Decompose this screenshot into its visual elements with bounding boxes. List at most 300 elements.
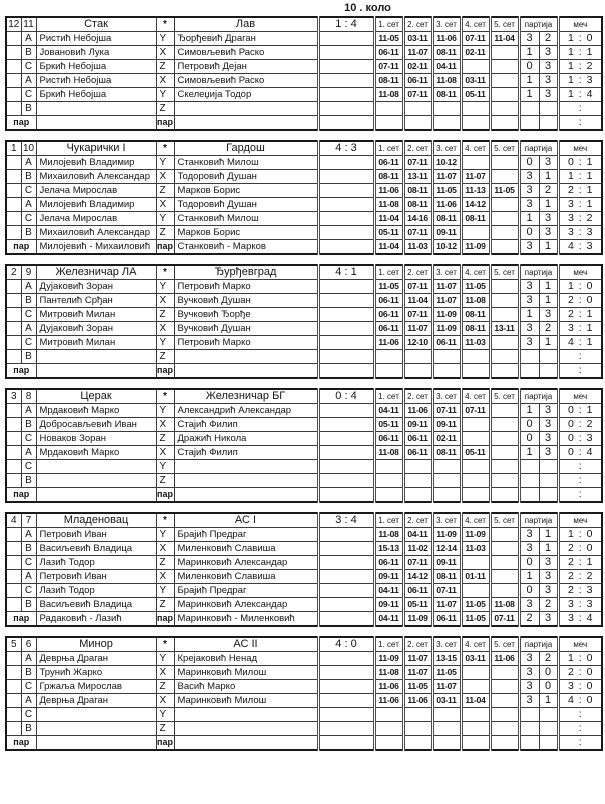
home-player-letter: A bbox=[21, 694, 36, 708]
running-match-score: : bbox=[558, 736, 602, 751]
running-match-score: 0 : 4 bbox=[558, 446, 602, 460]
set-score: 10-12 bbox=[432, 156, 461, 170]
home-player-name: Деврња Драган bbox=[36, 652, 156, 666]
games-won-away: 3 bbox=[539, 612, 558, 627]
home-player-name: Радаковић - Лазић bbox=[36, 612, 156, 627]
set-score bbox=[374, 736, 403, 751]
singles-row bbox=[6, 598, 602, 612]
away-player-name: Тодоровић Душан bbox=[174, 198, 318, 212]
away-player-name bbox=[174, 736, 318, 751]
spacer-cell bbox=[6, 542, 21, 556]
home-player-letter: B bbox=[21, 46, 36, 60]
set-score bbox=[403, 364, 432, 379]
set-score bbox=[490, 350, 519, 364]
games-won-home: 3 bbox=[519, 528, 539, 542]
set-column-header: 2. сет bbox=[403, 141, 432, 156]
games-won-home: 3 bbox=[519, 240, 539, 255]
home-player-name: Јелача Мирослав bbox=[36, 184, 156, 198]
score-spacer-cell bbox=[318, 432, 374, 446]
spacer-cell bbox=[6, 322, 21, 336]
games-won-away bbox=[539, 708, 558, 722]
set-score: 08-11 bbox=[403, 198, 432, 212]
score-spacer-cell bbox=[318, 280, 374, 294]
running-match-score: 3 : 0 bbox=[558, 680, 602, 694]
set-column-header: 2. сет bbox=[403, 17, 432, 32]
games-won-away: 3 bbox=[539, 404, 558, 418]
set-column-header: 4. сет bbox=[461, 637, 490, 652]
set-score bbox=[461, 432, 490, 446]
set-score bbox=[490, 460, 519, 474]
away-player-letter: X bbox=[156, 294, 174, 308]
home-player-letter: B bbox=[21, 102, 36, 116]
running-match-score: 2 : 0 bbox=[558, 542, 602, 556]
away-player-letter: Z bbox=[156, 680, 174, 694]
games-won-home: 3 bbox=[519, 542, 539, 556]
games-won-home: 1 bbox=[519, 212, 539, 226]
team-match-score: 1 : 4 bbox=[318, 17, 374, 32]
team-match-score: 3 : 4 bbox=[318, 513, 374, 528]
set-score bbox=[490, 170, 519, 184]
set-score bbox=[490, 404, 519, 418]
spacer-cell bbox=[6, 88, 21, 102]
away-player-name bbox=[174, 350, 318, 364]
away-player-letter: Z bbox=[156, 226, 174, 240]
running-match-score: 4 : 1 bbox=[558, 336, 602, 350]
score-spacer-cell bbox=[318, 184, 374, 198]
away-player-name: Стајић Филип bbox=[174, 418, 318, 432]
spacer-cell bbox=[6, 212, 21, 226]
set-score: 06-11 bbox=[374, 432, 403, 446]
games-won-home bbox=[519, 708, 539, 722]
star-separator: * bbox=[156, 17, 174, 32]
score-spacer-cell bbox=[318, 404, 374, 418]
page-title: 10 . коло bbox=[344, 2, 391, 14]
doubles-label: пар bbox=[6, 736, 36, 751]
doubles-label: пар bbox=[6, 612, 36, 627]
home-player-letter: C bbox=[21, 708, 36, 722]
set-score bbox=[432, 722, 461, 736]
games-won-home bbox=[519, 736, 539, 751]
away-player-name: Вучковић Душан bbox=[174, 322, 318, 336]
score-spacer-cell bbox=[318, 694, 374, 708]
set-score: 11-08 bbox=[374, 446, 403, 460]
spacer-cell bbox=[6, 350, 21, 364]
games-won-home: 0 bbox=[519, 226, 539, 240]
spacer-cell bbox=[6, 722, 21, 736]
running-match-score: : bbox=[558, 488, 602, 503]
set-score: 11-09 bbox=[403, 612, 432, 627]
away-player-name: Маринковић Милош bbox=[174, 666, 318, 680]
set-score bbox=[461, 226, 490, 240]
score-spacer-cell bbox=[318, 308, 374, 322]
set-score bbox=[374, 708, 403, 722]
set-column-header: 5. сет bbox=[490, 389, 519, 404]
running-match-score: 0 : 1 bbox=[558, 156, 602, 170]
set-column-header: 2. сет bbox=[403, 389, 432, 404]
set-column-header: 1. сет bbox=[374, 265, 403, 280]
set-score bbox=[403, 102, 432, 116]
singles-row bbox=[6, 528, 602, 542]
running-match-score: 1 : 0 bbox=[558, 652, 602, 666]
home-player-letter: A bbox=[21, 32, 36, 46]
match-table-6 bbox=[5, 636, 603, 751]
singles-row bbox=[6, 212, 602, 226]
spacer-cell bbox=[6, 446, 21, 460]
set-score bbox=[490, 570, 519, 584]
games-won-away: 3 bbox=[539, 418, 558, 432]
set-score: 08-11 bbox=[432, 46, 461, 60]
singles-row bbox=[6, 294, 602, 308]
set-score bbox=[490, 666, 519, 680]
set-column-header: 1. сет bbox=[374, 141, 403, 156]
score-spacer-cell bbox=[318, 598, 374, 612]
set-score: 11-08 bbox=[490, 598, 519, 612]
set-score: 11-09 bbox=[432, 322, 461, 336]
games-won-home: 1 bbox=[519, 88, 539, 102]
home-player-name bbox=[36, 102, 156, 116]
score-spacer-cell bbox=[318, 116, 374, 131]
spacer-cell bbox=[6, 460, 21, 474]
home-player-letter: C bbox=[21, 556, 36, 570]
set-score: 07-11 bbox=[403, 556, 432, 570]
block-header-row bbox=[6, 513, 602, 528]
away-player-name: Крејаковић Ненад bbox=[174, 652, 318, 666]
set-score: 11-08 bbox=[374, 666, 403, 680]
running-match-score: 1 : 0 bbox=[558, 528, 602, 542]
home-player-letter: A bbox=[21, 74, 36, 88]
home-player-letter: A bbox=[21, 322, 36, 336]
games-won-away: 3 bbox=[539, 570, 558, 584]
score-spacer-cell bbox=[318, 212, 374, 226]
set-score bbox=[490, 240, 519, 255]
games-won-home bbox=[519, 364, 539, 379]
away-position-number: 7 bbox=[21, 513, 36, 528]
away-player-name: Марков Борис bbox=[174, 226, 318, 240]
games-won-away: 1 bbox=[539, 528, 558, 542]
set-score: 06-11 bbox=[403, 446, 432, 460]
set-column-header: 5. сет bbox=[490, 141, 519, 156]
match-column-header: меч bbox=[558, 389, 602, 404]
set-score: 11-07 bbox=[403, 46, 432, 60]
set-score bbox=[490, 198, 519, 212]
set-score bbox=[490, 474, 519, 488]
set-score: 06-11 bbox=[403, 74, 432, 88]
set-score bbox=[432, 350, 461, 364]
set-score bbox=[374, 722, 403, 736]
away-player-letter: X bbox=[156, 694, 174, 708]
team-match-score: 0 : 4 bbox=[318, 389, 374, 404]
set-score bbox=[374, 460, 403, 474]
doubles-label: пар bbox=[156, 736, 174, 751]
set-column-header: 1. сет bbox=[374, 389, 403, 404]
set-score: 11-04 bbox=[374, 212, 403, 226]
set-score bbox=[374, 364, 403, 379]
spacer-cell bbox=[6, 652, 21, 666]
running-match-score: 1 : 0 bbox=[558, 32, 602, 46]
home-player-name: Михаиловић Александар bbox=[36, 226, 156, 240]
set-score: 05-11 bbox=[374, 418, 403, 432]
set-score: 11-07 bbox=[403, 652, 432, 666]
home-player-letter: B bbox=[21, 666, 36, 680]
singles-row bbox=[6, 350, 602, 364]
set-score bbox=[403, 736, 432, 751]
home-player-name: Ристић Небојша bbox=[36, 32, 156, 46]
set-score: 07-11 bbox=[374, 60, 403, 74]
games-won-home bbox=[519, 460, 539, 474]
set-score: 12-10 bbox=[403, 336, 432, 350]
score-spacer-cell bbox=[318, 198, 374, 212]
away-player-name: Маринковић - Миленковић bbox=[174, 612, 318, 627]
home-player-name: Јелача Мирослав bbox=[36, 212, 156, 226]
home-player-letter: B bbox=[21, 542, 36, 556]
set-score: 05-11 bbox=[461, 446, 490, 460]
score-spacer-cell bbox=[318, 60, 374, 74]
set-score: 11-09 bbox=[374, 652, 403, 666]
home-team-name: Младеновац bbox=[36, 513, 156, 528]
set-score: 11-06 bbox=[374, 694, 403, 708]
set-score: 11-06 bbox=[403, 404, 432, 418]
games-won-home bbox=[519, 488, 539, 503]
home-player-letter: C bbox=[21, 336, 36, 350]
away-player-letter: X bbox=[156, 74, 174, 88]
set-column-header: 4. сет bbox=[461, 141, 490, 156]
home-player-letter: B bbox=[21, 722, 36, 736]
spacer-cell bbox=[6, 32, 21, 46]
away-player-letter: X bbox=[156, 322, 174, 336]
set-score bbox=[403, 460, 432, 474]
away-player-name: Брајић Предраг bbox=[174, 528, 318, 542]
games-won-away bbox=[539, 474, 558, 488]
home-player-letter: B bbox=[21, 226, 36, 240]
spacer-cell bbox=[6, 60, 21, 74]
set-score bbox=[490, 488, 519, 503]
games-won-away: 3 bbox=[539, 46, 558, 60]
away-player-name bbox=[174, 102, 318, 116]
games-column-header: партија bbox=[519, 17, 558, 32]
set-score bbox=[403, 708, 432, 722]
home-player-name bbox=[36, 474, 156, 488]
home-player-name: Новаков Зоран bbox=[36, 432, 156, 446]
singles-row bbox=[6, 308, 602, 322]
set-score bbox=[490, 542, 519, 556]
set-score bbox=[461, 488, 490, 503]
games-won-home: 1 bbox=[519, 308, 539, 322]
set-score: 05-11 bbox=[461, 88, 490, 102]
set-score bbox=[461, 584, 490, 598]
singles-row bbox=[6, 446, 602, 460]
home-player-name: Михаиловић Александар bbox=[36, 170, 156, 184]
games-won-away: 1 bbox=[539, 336, 558, 350]
match-table-2 bbox=[5, 140, 603, 255]
away-team-name: АС I bbox=[174, 513, 318, 528]
games-won-home: 3 bbox=[519, 184, 539, 198]
away-player-letter: Z bbox=[156, 102, 174, 116]
away-player-name: Петровић Дејан bbox=[174, 60, 318, 74]
set-score bbox=[461, 680, 490, 694]
singles-row bbox=[6, 184, 602, 198]
set-score: 15-13 bbox=[374, 542, 403, 556]
set-score bbox=[490, 308, 519, 322]
set-score: 11-05 bbox=[432, 666, 461, 680]
score-spacer-cell bbox=[318, 336, 374, 350]
away-player-letter: Z bbox=[156, 474, 174, 488]
score-spacer-cell bbox=[318, 488, 374, 503]
set-score: 04-11 bbox=[374, 612, 403, 627]
home-player-name: Гржаља Мирослав bbox=[36, 680, 156, 694]
score-spacer-cell bbox=[318, 350, 374, 364]
doubles-row bbox=[6, 612, 602, 627]
set-score bbox=[374, 102, 403, 116]
set-score: 14-12 bbox=[403, 570, 432, 584]
spacer-cell bbox=[6, 584, 21, 598]
set-score bbox=[374, 116, 403, 131]
set-score: 11-07 bbox=[461, 170, 490, 184]
away-player-name: Вучковић Ђорђе bbox=[174, 308, 318, 322]
away-player-letter: Y bbox=[156, 212, 174, 226]
away-player-letter: Y bbox=[156, 404, 174, 418]
running-match-score: 2 : 0 bbox=[558, 294, 602, 308]
spacer-cell bbox=[6, 528, 21, 542]
set-score bbox=[490, 584, 519, 598]
games-won-home: 3 bbox=[519, 336, 539, 350]
home-position-number: 4 bbox=[6, 513, 21, 528]
spacer-cell bbox=[6, 294, 21, 308]
set-score: 08-11 bbox=[432, 446, 461, 460]
games-won-home: 1 bbox=[519, 570, 539, 584]
home-player-letter: C bbox=[21, 584, 36, 598]
set-score: 11-06 bbox=[432, 198, 461, 212]
away-player-name: Петровић Марко bbox=[174, 280, 318, 294]
set-score: 03-11 bbox=[461, 74, 490, 88]
home-player-name: Васиљевић Владица bbox=[36, 598, 156, 612]
match-column-header: меч bbox=[558, 637, 602, 652]
home-player-name: Бркић Небојша bbox=[36, 60, 156, 74]
away-player-name: Марков Борис bbox=[174, 184, 318, 198]
set-score: 04-11 bbox=[374, 584, 403, 598]
singles-row bbox=[6, 280, 602, 294]
games-won-away: 1 bbox=[539, 170, 558, 184]
away-player-letter: X bbox=[156, 198, 174, 212]
set-score: 11-09 bbox=[432, 308, 461, 322]
set-score bbox=[490, 528, 519, 542]
set-score bbox=[403, 350, 432, 364]
set-score bbox=[461, 736, 490, 751]
away-player-name: Васић Марко bbox=[174, 680, 318, 694]
set-score bbox=[490, 280, 519, 294]
home-team-name: Чукарички I bbox=[36, 141, 156, 156]
singles-row bbox=[6, 60, 602, 74]
away-player-letter: X bbox=[156, 570, 174, 584]
match-table-1 bbox=[5, 16, 603, 131]
set-score: 11-05 bbox=[490, 184, 519, 198]
set-score bbox=[432, 708, 461, 722]
set-score bbox=[490, 156, 519, 170]
away-position-number: 8 bbox=[21, 389, 36, 404]
away-player-letter: Z bbox=[156, 598, 174, 612]
away-player-name: Симовљевић Раско bbox=[174, 46, 318, 60]
running-match-score: : bbox=[558, 722, 602, 736]
home-position-number: 12 bbox=[6, 17, 21, 32]
spacer-cell bbox=[6, 74, 21, 88]
set-score: 11-03 bbox=[403, 240, 432, 255]
home-player-letter: C bbox=[21, 60, 36, 74]
set-score bbox=[490, 226, 519, 240]
set-score bbox=[490, 46, 519, 60]
set-score: 08-11 bbox=[461, 212, 490, 226]
home-player-letter: A bbox=[21, 446, 36, 460]
set-score: 13-11 bbox=[490, 322, 519, 336]
games-won-home: 0 bbox=[519, 418, 539, 432]
team-match-score: 4 : 1 bbox=[318, 265, 374, 280]
singles-row bbox=[6, 584, 602, 598]
set-score: 07-11 bbox=[403, 308, 432, 322]
spacer-cell bbox=[6, 418, 21, 432]
games-won-away: 1 bbox=[539, 294, 558, 308]
spacer-cell bbox=[6, 404, 21, 418]
games-won-home: 3 bbox=[519, 694, 539, 708]
away-player-name bbox=[174, 708, 318, 722]
running-match-score: 0 : 2 bbox=[558, 418, 602, 432]
set-score bbox=[461, 474, 490, 488]
star-separator: * bbox=[156, 141, 174, 156]
score-spacer-cell bbox=[318, 32, 374, 46]
set-score: 06-11 bbox=[374, 156, 403, 170]
home-player-letter: C bbox=[21, 212, 36, 226]
set-score: 07-11 bbox=[403, 226, 432, 240]
games-won-home: 3 bbox=[519, 652, 539, 666]
away-player-name bbox=[174, 488, 318, 503]
running-match-score: 3 : 1 bbox=[558, 322, 602, 336]
home-team-name: Церак bbox=[36, 389, 156, 404]
home-player-letter: A bbox=[21, 652, 36, 666]
set-score bbox=[461, 708, 490, 722]
home-player-name: Мрдаковић Марко bbox=[36, 446, 156, 460]
games-won-away: 3 bbox=[539, 88, 558, 102]
set-score: 07-11 bbox=[403, 88, 432, 102]
home-player-name: Васиљевић Владица bbox=[36, 542, 156, 556]
set-score: 07-11 bbox=[403, 280, 432, 294]
away-player-letter: Z bbox=[156, 350, 174, 364]
away-player-name: Маринковић Александар bbox=[174, 556, 318, 570]
away-player-letter: Y bbox=[156, 460, 174, 474]
away-player-name bbox=[174, 474, 318, 488]
score-spacer-cell bbox=[318, 474, 374, 488]
set-column-header: 3. сет bbox=[432, 265, 461, 280]
away-position-number: 6 bbox=[21, 637, 36, 652]
set-score bbox=[490, 102, 519, 116]
set-score bbox=[432, 460, 461, 474]
spacer-cell bbox=[6, 666, 21, 680]
home-player-name: Бркић Небојша bbox=[36, 88, 156, 102]
match-table-3 bbox=[5, 264, 603, 379]
away-player-name: Станковић Милош bbox=[174, 212, 318, 226]
home-player-name: Милојевић - Михаиловић bbox=[36, 240, 156, 255]
singles-row bbox=[6, 418, 602, 432]
games-won-home: 3 bbox=[519, 198, 539, 212]
away-player-letter: Z bbox=[156, 308, 174, 322]
score-spacer-cell bbox=[318, 446, 374, 460]
running-match-score: 4 : 0 bbox=[558, 694, 602, 708]
set-column-header: 5. сет bbox=[490, 17, 519, 32]
away-player-name: Скелеџија Тодор bbox=[174, 88, 318, 102]
games-won-away: 1 bbox=[539, 280, 558, 294]
set-column-header: 2. сет bbox=[403, 637, 432, 652]
singles-row bbox=[6, 652, 602, 666]
away-player-letter: Y bbox=[156, 708, 174, 722]
singles-row bbox=[6, 336, 602, 350]
set-score bbox=[490, 116, 519, 131]
score-spacer-cell bbox=[318, 418, 374, 432]
